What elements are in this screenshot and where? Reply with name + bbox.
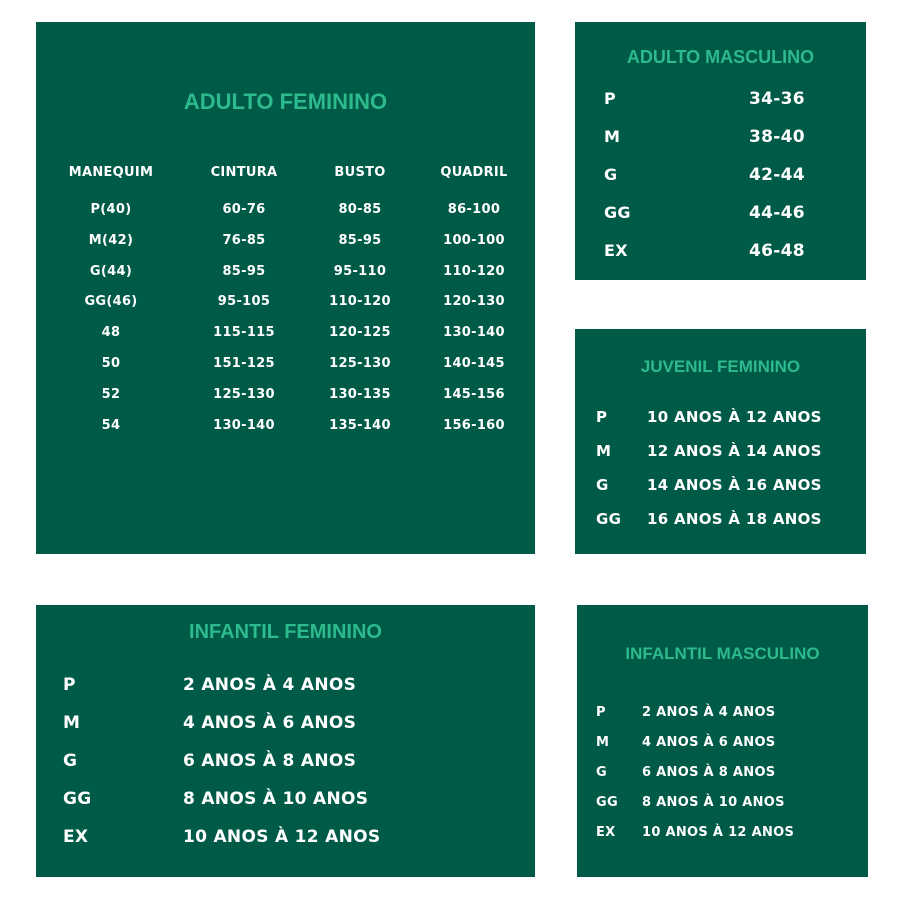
table-cell-manequim: 48 xyxy=(101,325,121,341)
table-cell-cintura: 85-95 xyxy=(222,263,266,279)
size-label: M xyxy=(604,127,621,146)
table-cell-quadril: 120-130 xyxy=(443,294,505,310)
table-cell-cintura: 125-130 xyxy=(213,386,275,402)
table-cell-manequim: 50 xyxy=(101,356,121,371)
table-cell-manequim: G(44) xyxy=(89,263,133,279)
table-cell-cintura: 95-105 xyxy=(217,294,271,310)
table-cell-manequim: GG(46) xyxy=(84,294,138,310)
size-range: 12 ANOS À 14 ANOS xyxy=(647,442,822,460)
size-range: 4 ANOS À 6 ANOS xyxy=(642,735,776,750)
table-cell-busto: 135-140 xyxy=(329,417,391,433)
size-label: P xyxy=(596,705,606,720)
table-cell-manequim: P(40) xyxy=(90,202,132,217)
table-cell-busto: 95-110 xyxy=(333,263,387,279)
adulto-feminino-title: ADULTO FEMININO xyxy=(183,89,388,114)
table-cell-manequim: 52 xyxy=(101,386,121,402)
size-label: P xyxy=(596,408,608,426)
size-label: P xyxy=(63,675,76,695)
infantil-feminino-title: INFANTIL FEMININO xyxy=(189,621,382,643)
header-manequim: MANEQUIM xyxy=(68,165,154,180)
size-range: 16 ANOS À 18 ANOS xyxy=(647,510,822,528)
size-range: 34-36 xyxy=(749,89,805,109)
table-cell-busto: 125-130 xyxy=(329,356,391,371)
table-cell-cintura: 130-140 xyxy=(213,417,275,433)
header-quadril: QUADRIL xyxy=(440,165,508,180)
size-label: G xyxy=(63,751,78,771)
size-label: GG xyxy=(596,510,622,528)
header-cintura: CINTURA xyxy=(210,165,278,180)
size-label: EX xyxy=(604,241,628,260)
table-cell-cintura: 60-76 xyxy=(222,202,266,217)
table-cell-busto: 120-125 xyxy=(329,325,391,341)
size-range: 8 ANOS À 10 ANOS xyxy=(642,795,785,810)
size-label: M xyxy=(63,713,81,733)
adulto-feminino-panel xyxy=(36,22,535,554)
size-label: M xyxy=(596,735,610,750)
adulto-masculino-title: ADULTO MASCULINO xyxy=(626,47,815,67)
table-cell-quadril: 86-100 xyxy=(447,202,501,217)
table-cell-quadril: 110-120 xyxy=(443,263,505,279)
infantil-masculino-panel xyxy=(577,605,868,877)
size-label: GG xyxy=(596,795,618,810)
adulto-masculino-panel xyxy=(575,22,866,280)
table-cell-quadril: 130-140 xyxy=(443,325,505,341)
size-label: M xyxy=(596,442,612,460)
table-cell-manequim: M(42) xyxy=(88,232,134,248)
table-cell-quadril: 145-156 xyxy=(443,386,505,402)
table-cell-quadril: 100-100 xyxy=(443,232,505,248)
table-cell-busto: 110-120 xyxy=(329,294,391,310)
size-range: 44-46 xyxy=(749,203,805,223)
table-cell-cintura: 76-85 xyxy=(222,232,266,248)
size-label: EX xyxy=(63,827,89,847)
size-range: 14 ANOS À 16 ANOS xyxy=(647,476,822,494)
size-label: G xyxy=(596,765,607,780)
table-cell-manequim: 54 xyxy=(101,417,121,433)
size-range: 6 ANOS À 8 ANOS xyxy=(183,751,357,771)
size-range: 46-48 xyxy=(749,241,805,261)
table-cell-busto: 130-135 xyxy=(329,386,391,402)
size-label: G xyxy=(596,476,609,494)
size-label: EX xyxy=(596,825,616,840)
table-cell-cintura: 151-125 xyxy=(213,356,275,371)
table-cell-quadril: 140-145 xyxy=(443,356,505,371)
infantil-feminino-panel xyxy=(36,605,535,877)
size-label: GG xyxy=(604,203,631,222)
size-range: 2 ANOS À 4 ANOS xyxy=(642,705,776,720)
juvenil-feminino-title: JUVENIL FEMININO xyxy=(640,357,801,376)
size-label: P xyxy=(604,89,617,108)
header-busto: BUSTO xyxy=(334,165,386,180)
size-range: 6 ANOS À 8 ANOS xyxy=(642,765,776,780)
table-cell-busto: 85-95 xyxy=(338,232,382,248)
size-range: 2 ANOS À 4 ANOS xyxy=(183,675,357,695)
size-label: GG xyxy=(63,789,92,809)
size-label: G xyxy=(604,165,618,184)
table-cell-quadril: 156-160 xyxy=(443,417,505,433)
table-cell-busto: 80-85 xyxy=(338,202,382,217)
size-range: 10 ANOS À 12 ANOS xyxy=(183,827,381,847)
juvenil-feminino-panel xyxy=(575,329,866,554)
size-range: 42-44 xyxy=(749,165,805,185)
size-range: 8 ANOS À 10 ANOS xyxy=(183,789,369,809)
infantil-masculino-title: INFALNTIL MASCULINO xyxy=(625,644,820,663)
size-range: 10 ANOS À 12 ANOS xyxy=(642,825,795,840)
table-cell-cintura: 115-115 xyxy=(213,325,275,341)
size-range: 4 ANOS À 6 ANOS xyxy=(183,713,357,733)
size-range: 10 ANOS À 12 ANOS xyxy=(647,408,822,426)
size-range: 38-40 xyxy=(749,127,805,147)
